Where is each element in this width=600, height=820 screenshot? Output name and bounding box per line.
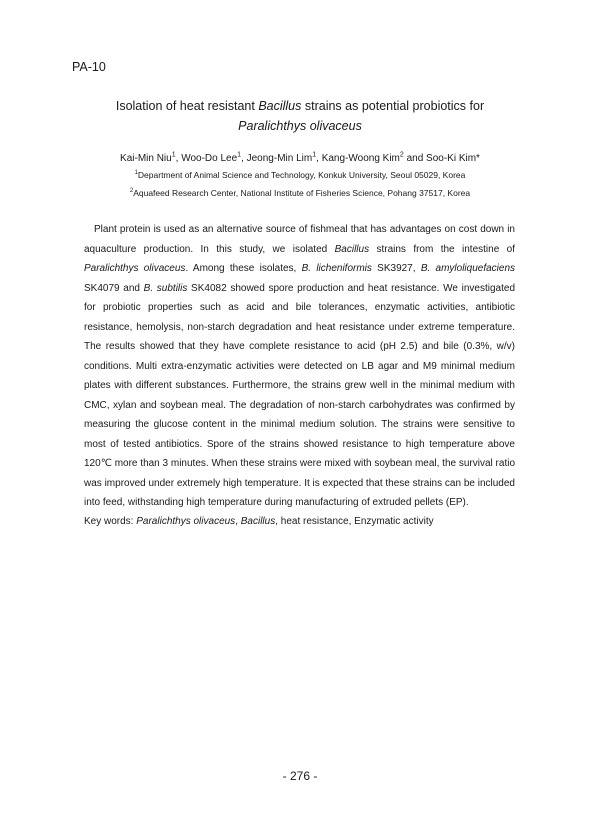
- abstract-text: SK4082 showed spore production and heat resistance. We investigated for probiotic properties such as acid and bile tolerances, enzymatic activities, antibiotic resistance, hemolysis, non-starch degradation and heat resistance under extreme temperature. The results showed that they have complete resistance to acid (pH 2.5) and bile (0.3%, w/v) conditions. Multi extra-enzymatic activities were detected on LB agar and M9 minimal medium plates with different substances. Furthermore, the strains grew well in the minimal medium with CMC, xylan and soybean meal. The degradation of non-starch carbohydrates was confirmed by measuring the glucose content in the minimal medium solution. The strains were sensitive to most of tested antibiotics. Spore of the strains showed resistance to high temperature above 120℃ more than 3 minutes. When these strains were mixed with soybean meal, the survival ratio was improved under extremely high temperature. It is expected that these strains can be included into feed, withstanding high temperature during manufacturing of extruded pellets (EP).: [84, 282, 516, 508]
- affiliation-2: [60, 187, 540, 199]
- keyword-italic: Bacillus: [240, 516, 276, 527]
- author-name: Kang-Woong Kim: [321, 153, 400, 164]
- abstract-italic: B. amyloliquefaciens: [420, 263, 516, 274]
- author-affiliation-mark: 2: [399, 151, 404, 159]
- abstract-text: SK4079 and: [84, 282, 144, 294]
- affiliation-1: [60, 169, 540, 181]
- author-affiliation-mark: 1: [237, 151, 242, 159]
- keywords-label: Key words:: [84, 516, 137, 527]
- abstract-italic: Bacillus: [334, 243, 370, 255]
- title-part-2: strains as potential probiotics for: [301, 99, 485, 113]
- affiliation-number: 2: [129, 188, 134, 195]
- affiliation-number: 1: [134, 170, 138, 177]
- abstract-italic: B. licheniformis: [301, 263, 372, 274]
- title-genus: Bacillus: [258, 99, 302, 113]
- keyword-separator: ,: [235, 516, 241, 527]
- abstract-text: . Among these isolates,: [185, 263, 302, 274]
- author-affiliation-mark: 1: [312, 151, 317, 159]
- session-code: PA-10: [72, 60, 106, 74]
- abstract-text: SK3927,: [371, 263, 421, 274]
- affiliation-text: Department of Animal Science and Technology, Konkuk University, Seoul 05029, Korea: [137, 170, 466, 180]
- page-number: - 276 -: [282, 769, 318, 783]
- paper-title: [60, 96, 540, 136]
- abstract-italic: B. subtilis: [143, 282, 188, 294]
- abstract-italic: Paralichthys olivaceus: [84, 263, 186, 274]
- abstract-text: strains from the intestine of: [369, 243, 515, 255]
- author-name: Woo-Do Lee: [181, 153, 238, 164]
- title-part-1: Isolation of heat resistant: [115, 99, 259, 113]
- author-list: Kai-Min Niu$^1$, Woo-Do Lee$^1$, Jeong-Min Lim$^1$, Kang-Woong Kim$^2$ and Soo-Ki Kim*: [120, 151, 480, 164]
- keywords: [84, 515, 434, 529]
- author-name: Jeong-Min Lim: [246, 153, 313, 164]
- affiliation-text: Aquafeed Research Center, National Institute of Fisheries Science, Pohang 37517, Korea: [133, 188, 471, 198]
- author-name: Kai-Min Niu: [120, 153, 172, 164]
- abstract-text: Plant protein is used as an alternative source of fishmeal that has advantages on cost down in aquaculture production. In this study, we isolated: [84, 224, 515, 255]
- author-name: Soo-Ki Kim*: [426, 153, 480, 164]
- author-affiliation-mark: 1: [171, 151, 176, 159]
- abstract: [84, 220, 515, 513]
- title-species: Paralichthys olivaceus: [238, 119, 362, 133]
- keywords-rest: , heat resistance, Enzymatic activity: [275, 516, 434, 527]
- keyword-italic: Paralichthys olivaceus: [136, 516, 236, 527]
